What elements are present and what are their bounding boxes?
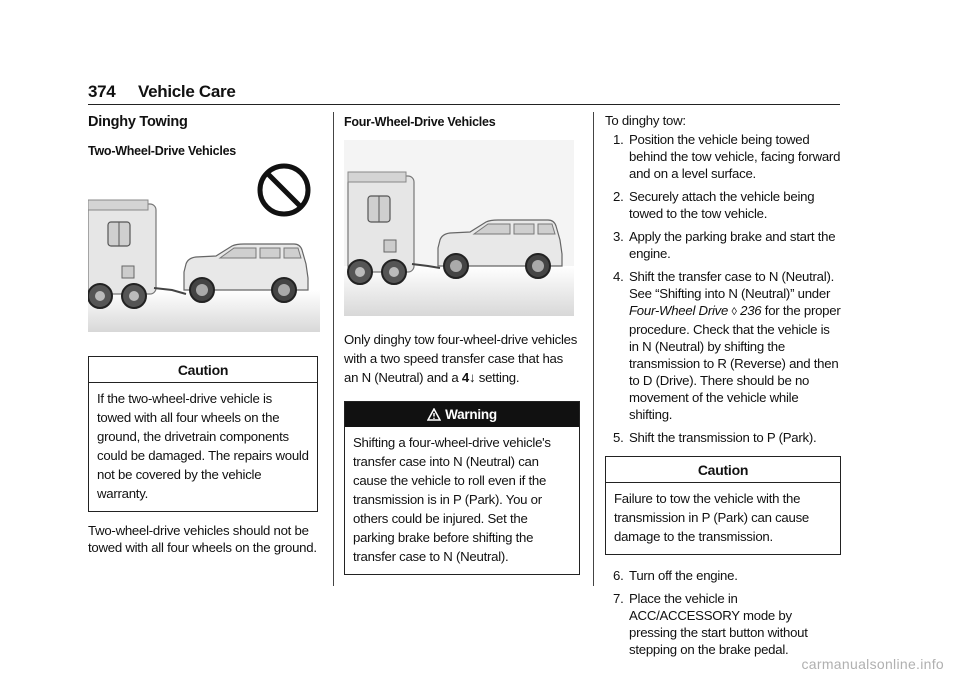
warning-text: Shifting a four-wheel-drive vehicle's transfer case into N (Neutral) can cause the vehicle to roll even if the transmission is in P (Park). You or others could be injured. Set the parking brake before shifting the transfer case to N (Neutral). bbox=[353, 435, 551, 564]
step-number: 2. bbox=[613, 189, 624, 204]
reference-page-number[interactable]: 236 bbox=[740, 303, 762, 318]
left-column-lower bbox=[88, 356, 318, 556]
dinghy-intro: To dinghy tow: bbox=[605, 113, 686, 128]
caution-text: If the two-wheel-drive vehicle is towed with all four wheels on the ground, the drivetrain components could be damaged. The repairs would not be covered by the vehicle warranty. bbox=[97, 391, 309, 501]
dinghy-towing-heading: Dinghy Towing bbox=[88, 114, 188, 130]
steps-list-c bbox=[605, 567, 841, 658]
four-wheel-drive-paragraph bbox=[344, 330, 580, 387]
steps-list-b bbox=[605, 268, 841, 446]
four-wheel-drive-heading: Four-Wheel-Drive Vehicles bbox=[344, 115, 496, 129]
watermark: carmanualsonline.info bbox=[801, 656, 944, 672]
caution-title: Caution bbox=[89, 357, 317, 383]
page-header bbox=[88, 82, 840, 105]
step4-text-after: for the proper procedure. Check that the vehicle is in N (Neutral) by shifting the transmission to R (Reverse) and then to D (Drive). There should be no movement of the vehicle while shifting. bbox=[629, 303, 841, 422]
warning-header bbox=[345, 402, 579, 427]
four-wheel-drive-link[interactable]: Four-Wheel Drive bbox=[629, 303, 729, 318]
caution-box-left bbox=[88, 356, 318, 512]
column-divider-right bbox=[593, 112, 594, 586]
step-number: 3. bbox=[613, 229, 624, 244]
step-text: Apply the parking brake and start the engine. bbox=[629, 229, 836, 261]
list-item bbox=[605, 228, 841, 262]
list-item bbox=[605, 131, 841, 182]
step-number: 1. bbox=[613, 132, 624, 147]
two-wheel-drive-heading: Two-Wheel-Drive Vehicles bbox=[88, 144, 236, 158]
step-text: Place the vehicle in ACC/ACCESSORY mode by pressing the start button without stepping on the brake pedal. bbox=[629, 591, 808, 657]
warning-title: Warning bbox=[445, 407, 497, 422]
paragraph-text: Only dinghy tow four-wheel-drive vehicles with a two speed transfer case that has an N (Neutral) and a bbox=[344, 332, 578, 385]
section-title: Vehicle Care bbox=[138, 82, 236, 101]
list-item bbox=[605, 590, 841, 658]
four-low-symbol: 4↓ bbox=[461, 370, 476, 385]
step-number: 7. bbox=[613, 591, 624, 606]
prohibited-icon bbox=[260, 166, 308, 214]
list-item bbox=[605, 567, 841, 584]
steps-list-a bbox=[605, 131, 841, 262]
right-column bbox=[605, 112, 841, 664]
column-divider-left bbox=[333, 112, 334, 586]
left-column bbox=[88, 112, 320, 160]
list-item bbox=[605, 429, 841, 446]
list-item bbox=[605, 268, 841, 423]
four-wheel-drive-tow-illustration bbox=[344, 140, 574, 316]
warning-triangle-icon bbox=[427, 406, 441, 423]
list-item bbox=[605, 188, 841, 222]
middle-column bbox=[344, 112, 578, 131]
paragraph-text-end: setting. bbox=[475, 370, 520, 385]
step-text: Turn off the engine. bbox=[629, 568, 738, 583]
step4-text-before: Shift the transfer case to N (Neutral). See “Shifting into N (Neutral)” under bbox=[629, 269, 834, 301]
step-text: Position the vehicle being towed behind the tow vehicle, facing forward and on a level surface. bbox=[629, 132, 841, 181]
page-number: 374 bbox=[88, 82, 116, 101]
warning-box bbox=[344, 401, 580, 575]
two-wheel-drive-paragraph: Two-wheel-drive vehicles should not be towed with all four wheels on the ground. bbox=[88, 523, 317, 555]
step-number: 4. bbox=[613, 269, 624, 284]
step-number: 6. bbox=[613, 568, 624, 583]
two-wheel-drive-tow-illustration bbox=[88, 160, 320, 332]
middle-column-lower bbox=[344, 330, 580, 575]
caution-box-right bbox=[605, 456, 841, 555]
step-text: Securely attach the vehicle being towed to the tow vehicle. bbox=[629, 189, 815, 221]
caution-text: Failure to tow the vehicle with the transmission in P (Park) can cause damage to the transmission. bbox=[614, 491, 810, 544]
page-reference-icon: ◊ bbox=[731, 306, 737, 318]
caution-title: Caution bbox=[606, 457, 840, 483]
step-number: 5. bbox=[613, 430, 624, 445]
step-text: Shift the transmission to P (Park). bbox=[629, 430, 817, 445]
